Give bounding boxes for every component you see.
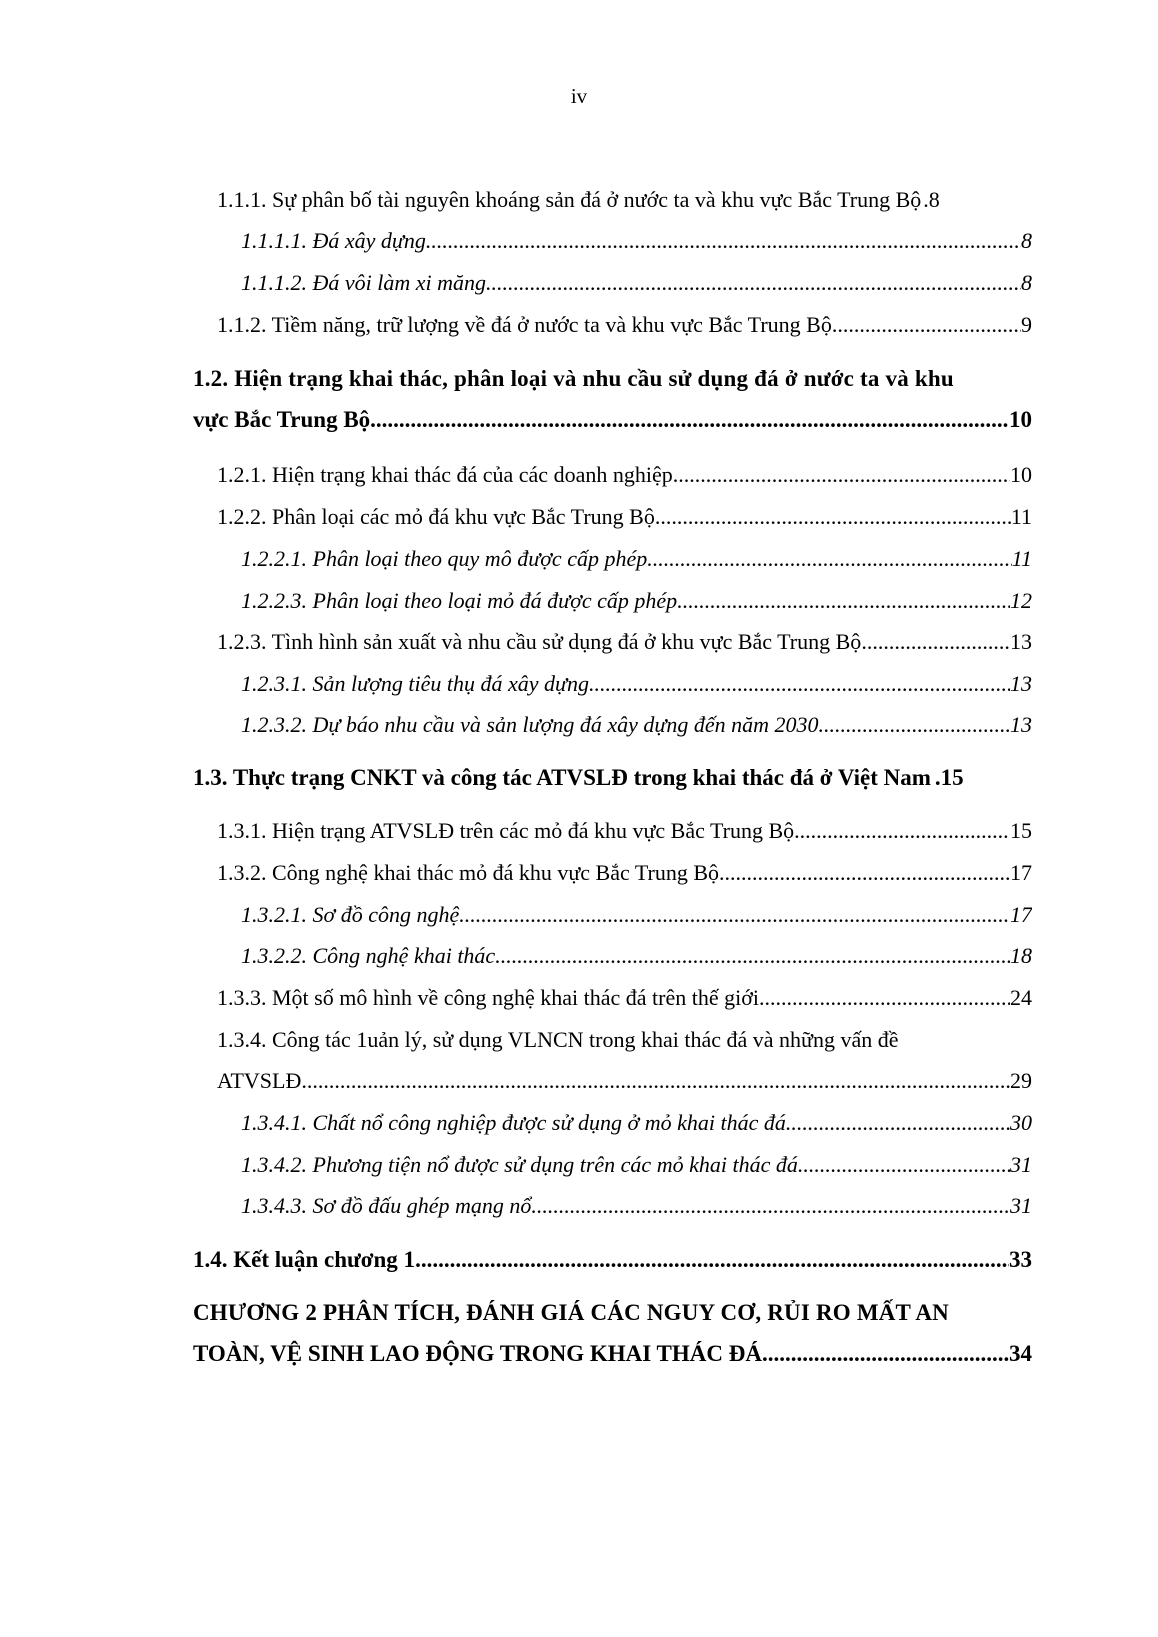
toc-entry-page: 18 xyxy=(1010,943,1032,968)
toc-entry-1-1-1-1[interactable] xyxy=(241,226,1032,256)
toc-entry-page: 13 xyxy=(1010,712,1032,737)
leader-dots xyxy=(673,460,1010,490)
toc-entry-1-3-2-2[interactable] xyxy=(241,941,1032,971)
toc-entry-1-2-2-1[interactable] xyxy=(241,544,1032,574)
toc-entry-1-2-2-3[interactable] xyxy=(241,586,1032,616)
toc-entry-title: 1.3.4.2. Phương tiện nổ được sử dụng trên các mỏ khai thác đá xyxy=(241,1152,798,1177)
toc-entry-title: 1.3. Thực trạng CNKT và công tác ATVSLĐ trong khai thác đá ở Việt Nam xyxy=(193,765,931,790)
toc-entry-1-2-3-2[interactable] xyxy=(241,710,1032,740)
toc-entry-1-2[interactable] xyxy=(193,405,1032,435)
toc-entry-title: 1.3.2.2. Công nghệ khai thác xyxy=(241,943,496,968)
toc-entry-1-4[interactable] xyxy=(193,1245,1032,1275)
leader-dots xyxy=(465,900,1010,930)
toc-entry-title: 1.3.3. Một số mô hình về công nghệ khai thác đá trên thế giới xyxy=(217,985,759,1010)
leader-dots xyxy=(370,405,1009,435)
toc-entry-1-2-2[interactable] xyxy=(217,502,1032,532)
leader-dots xyxy=(786,1108,1010,1138)
toc-entry-page: 33 xyxy=(1009,1247,1032,1272)
toc-entry-title: 1.2.2.1. Phân loại theo quy mô được cấp phép xyxy=(241,546,648,571)
toc-entry-title: 1.1.1.1. Đá xây dựng xyxy=(241,228,426,253)
page-number: iv xyxy=(570,84,588,108)
toc-entry-title: 1.3.4.3. Sơ đồ đấu ghép mạng nổ. xyxy=(241,1193,537,1218)
toc-entry-page: 9 xyxy=(1021,312,1032,337)
toc-entry-title: 1.2.2. Phân loại các mỏ đá khu vực Bắc Trung Bộ xyxy=(217,504,655,529)
toc-entry-1-2-3[interactable] xyxy=(217,627,1032,657)
leader-dots xyxy=(589,669,1010,699)
leader-dots xyxy=(486,268,1021,298)
toc-entry-page: 24 xyxy=(1010,985,1032,1010)
toc-entry-title: 1.2.1. Hiện trạng khai thác đá của các doanh nghiệp xyxy=(217,462,673,487)
toc-entry-1-2-1[interactable] xyxy=(217,460,1032,490)
toc-entry-1-1-1-2[interactable] xyxy=(241,268,1032,298)
toc-entry-title: 1.1.2. Tiềm năng, trữ lượng về đá ở nước ta và khu vực Bắc Trung Bộ xyxy=(217,312,832,337)
toc-entry-title: 1.4. Kết luận chương 1 xyxy=(193,1247,416,1272)
leader-dots xyxy=(759,983,1010,1013)
toc-entry-title: 1.3.1. Hiện trạng ATVSLĐ trên các mỏ đá khu vực Bắc Trung Bộ xyxy=(217,818,795,843)
toc-entry-page: 11 xyxy=(1010,504,1032,529)
toc-entry-1-3[interactable] xyxy=(193,763,1032,793)
toc-entry-page: 15 xyxy=(1010,818,1032,843)
toc-entry-page: 29 xyxy=(1010,1068,1032,1093)
toc-entry-1-2-line1[interactable]: 1.2. Hiện trạng khai thác, phân loại và nhu cầu sử dụng đá ở nước ta và khu xyxy=(193,366,954,391)
leader-dots xyxy=(861,627,1010,657)
leader-dots xyxy=(819,710,1010,740)
toc-entry-page: 8 xyxy=(1021,270,1032,295)
toc-entry-title: 1.2.2.3. Phân loại theo loại mỏ đá được cấp phép xyxy=(241,588,678,613)
toc-entry-1-3-4-line1[interactable]: 1.3.4. Công tác 1uản lý, sử dụng VLNCN trong khai thác đá và những vấn đề xyxy=(217,1027,899,1052)
leader-dots xyxy=(537,1191,1010,1221)
leader-dots xyxy=(798,1150,1010,1180)
toc-entry-page: .8 xyxy=(923,187,940,212)
toc-entry-page: 17 xyxy=(1010,902,1032,927)
toc-entry-1-3-4[interactable] xyxy=(217,1066,1032,1096)
toc-entry-page: 13 xyxy=(1010,629,1032,654)
toc-entry-page: .15 xyxy=(934,765,964,790)
leader-dots xyxy=(415,1245,1009,1275)
toc-entry-page: 11 xyxy=(1011,546,1032,571)
toc-entry-page: 17 xyxy=(1010,860,1032,885)
toc-entry-1-1-2[interactable] xyxy=(217,310,1032,340)
toc-entry-page: 13 xyxy=(1010,671,1032,696)
toc-entry-title: TOÀN, VỆ SINH LAO ĐỘNG TRONG KHAI THÁC ĐÁ xyxy=(193,1341,762,1366)
toc-entry-title: ATVSLĐ xyxy=(217,1068,302,1093)
toc-entry-title: 1.2.3.1. Sản lượng tiêu thụ đá xây dựng xyxy=(241,671,589,696)
leader-dots xyxy=(677,586,1010,616)
leader-dots xyxy=(832,310,1021,340)
toc-entry-title: vực Bắc Trung Bộ xyxy=(193,407,371,432)
leader-dots xyxy=(647,544,1011,574)
toc-entry-chapter-2[interactable] xyxy=(193,1339,1032,1369)
toc-entry-page: 10 xyxy=(1009,407,1032,432)
toc-entry-1-3-1[interactable] xyxy=(217,816,1032,846)
toc-entry-page: 12 xyxy=(1010,588,1032,613)
toc-entry-page: 30 xyxy=(1010,1110,1032,1135)
leader-dots xyxy=(301,1066,1010,1096)
toc-entry-chapter-2-line1[interactable]: CHƯƠNG 2 PHÂN TÍCH, ĐÁNH GIÁ CÁC NGUY CƠ, RỦI RO MẤT AN xyxy=(193,1300,949,1325)
toc-entry-page: 10 xyxy=(1010,462,1032,487)
toc-entry-title: 1.1.1. Sự phân bố tài nguyên khoáng sản đá ở nước ta và khu vực Bắc Trung Bộ xyxy=(217,187,922,212)
toc-entry-1-3-3[interactable] xyxy=(217,983,1032,1013)
toc-entry-title: 1.3.2. Công nghệ khai thác mỏ đá khu vực Bắc Trung Bộ xyxy=(217,860,719,885)
toc-entry-1-3-4-2[interactable] xyxy=(241,1150,1032,1180)
leader-dots xyxy=(655,502,1011,532)
toc-entry-page: 8 xyxy=(1021,228,1032,253)
toc-entry-1-3-2[interactable] xyxy=(217,858,1032,888)
toc-entry-title: 1.2.3.2. Dự báo nhu cầu và sản lượng đá xây dựng đến năm 2030 xyxy=(241,712,819,737)
toc-entry-title: 1.2.3. Tình hình sản xuất và nhu cầu sử dụng đá ở khu vực Bắc Trung Bộ xyxy=(217,629,862,654)
leader-dots xyxy=(495,941,1010,971)
leader-dots xyxy=(762,1339,1009,1369)
leader-dots xyxy=(426,226,1021,256)
toc-entry-1-3-4-3[interactable] xyxy=(241,1191,1032,1221)
toc-entry-1-1-1[interactable] xyxy=(217,185,1032,215)
toc-entry-1-2-3-1[interactable] xyxy=(241,669,1032,699)
leader-dots xyxy=(719,858,1010,888)
toc-entry-page: 34 xyxy=(1009,1341,1032,1366)
toc-entry-1-3-4-1[interactable] xyxy=(241,1108,1032,1138)
toc-entry-page: 31 xyxy=(1010,1152,1032,1177)
toc-entry-1-3-2-1[interactable] xyxy=(241,900,1032,930)
toc-entry-title: 1.3.4.1. Chất nổ công nghiệp được sử dụng ở mỏ khai thác đá xyxy=(241,1110,786,1135)
leader-dots xyxy=(794,816,1010,846)
toc-entry-page: 31 xyxy=(1010,1193,1032,1218)
toc-entry-title: 1.1.1.2. Đá vôi làm xi măng xyxy=(241,270,487,295)
toc-entry-title: 1.3.2.1. Sơ đồ công nghệ. xyxy=(241,902,465,927)
